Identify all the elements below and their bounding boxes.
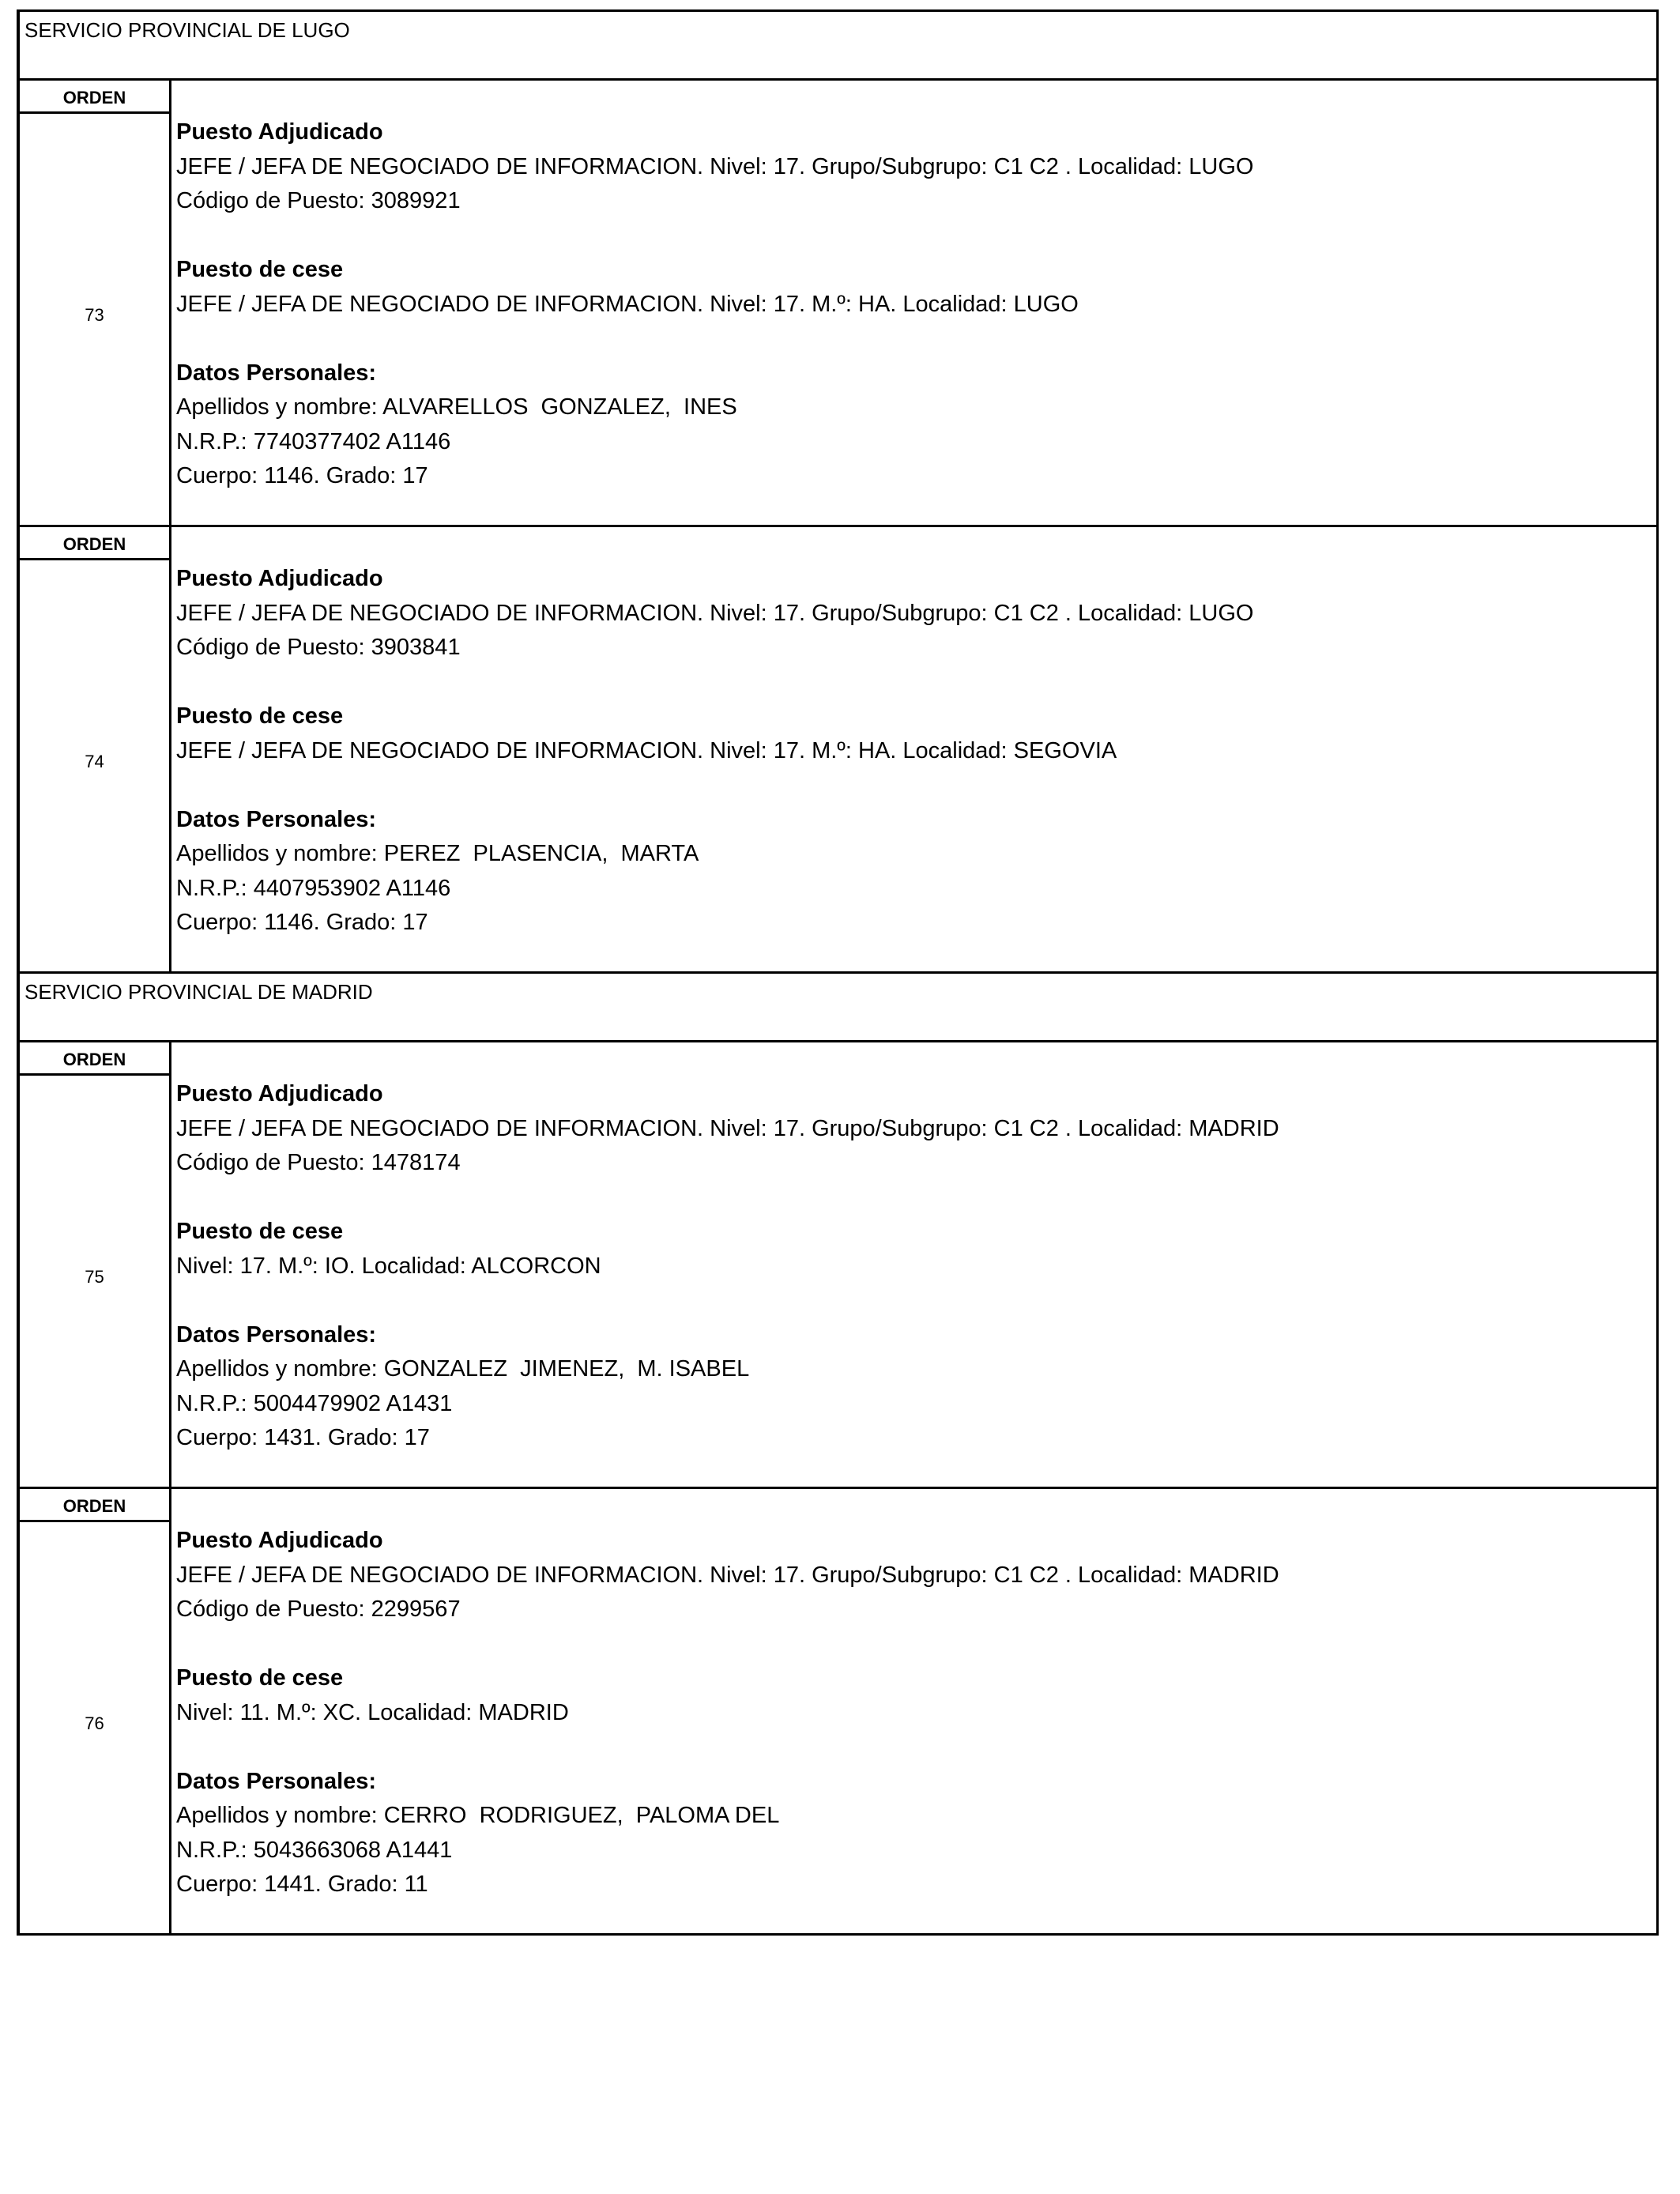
entry-row — [20, 527, 1656, 974]
puesto-cese-text: JEFE / JEFA DE NEGOCIADO DE INFORMACION. Nivel: 17. M.º: HA. Localidad: LUGO — [176, 291, 1079, 317]
section-header-madrid: SERVICIO PROVINCIAL DE MADRID — [20, 974, 1656, 1042]
puesto-adjudicado-text: JEFE / JEFA DE NEGOCIADO DE INFORMACION. Nivel: 17. Grupo/Subgrupo: C1 C2 . Localidad: MADRID — [176, 1115, 1279, 1141]
section-header-lugo: SERVICIO PROVINCIAL DE LUGO — [20, 12, 1656, 81]
datos-personales-heading: Datos Personales: — [176, 1321, 377, 1348]
orden-label: ORDEN — [20, 1042, 169, 1076]
nrp: N.R.P.: 5043663068 A1441 — [176, 1837, 453, 1863]
apellidos-nombre: Apellidos y nombre: GONZALEZ JIMENEZ, M. ISABEL — [176, 1356, 750, 1382]
cuerpo-grado: Cuerpo: 1146. Grado: 17 — [176, 463, 428, 488]
entry-details — [171, 527, 1656, 971]
orden-column — [20, 1489, 171, 1933]
puesto-cese-heading: Puesto de cese — [176, 1219, 344, 1244]
entry-row — [20, 1042, 1656, 1489]
orden-number: 74 — [85, 752, 104, 771]
apellidos-nombre: Apellidos y nombre: PEREZ PLASENCIA, MARTA — [176, 841, 699, 866]
puesto-adjudicado-text: JEFE / JEFA DE NEGOCIADO DE INFORMACION. Nivel: 17. Grupo/Subgrupo: C1 C2 . Localidad: MADRID — [176, 1562, 1279, 1588]
puesto-cese-heading: Puesto de cese — [176, 703, 344, 729]
orden-column — [20, 527, 171, 971]
datos-personales-heading: Datos Personales: — [176, 806, 377, 832]
datos-personales-heading: Datos Personales: — [176, 1768, 377, 1794]
apellidos-nombre: Apellidos y nombre: ALVARELLOS GONZALEZ, INES — [176, 394, 737, 420]
orden-column — [20, 1042, 171, 1487]
puesto-cese-text: Nivel: 17. M.º: IO. Localidad: ALCORCON — [176, 1253, 601, 1279]
puesto-cese-heading: Puesto de cese — [176, 257, 344, 282]
codigo-puesto: Código de Puesto: 3903841 — [176, 635, 461, 660]
cuerpo-grado: Cuerpo: 1441. Grado: 11 — [176, 1872, 428, 1897]
entry-row — [20, 81, 1656, 527]
cuerpo-grado: Cuerpo: 1431. Grado: 17 — [176, 1425, 430, 1450]
codigo-puesto: Código de Puesto: 2299567 — [176, 1596, 461, 1622]
puesto-adjudicado-heading: Puesto Adjudicado — [176, 566, 383, 591]
apellidos-nombre: Apellidos y nombre: CERRO RODRIGUEZ, PALOMA DEL — [176, 1803, 780, 1828]
datos-personales-heading: Datos Personales: — [176, 360, 377, 386]
puesto-adjudicado-heading: Puesto Adjudicado — [176, 1081, 383, 1106]
entry-details — [171, 81, 1656, 525]
nrp: N.R.P.: 7740377402 A1146 — [176, 428, 451, 454]
orden-number: 75 — [85, 1267, 104, 1287]
puesto-cese-text: Nivel: 11. M.º: XC. Localidad: MADRID — [176, 1699, 569, 1725]
orden-label: ORDEN — [20, 81, 169, 114]
entry-details — [171, 1489, 1656, 1933]
orden-label: ORDEN — [20, 527, 169, 560]
resolution-table — [17, 9, 1659, 1936]
codigo-puesto: Código de Puesto: 3089921 — [176, 188, 461, 213]
orden-number: 73 — [85, 305, 104, 325]
codigo-puesto: Código de Puesto: 1478174 — [176, 1150, 461, 1175]
puesto-adjudicado-heading: Puesto Adjudicado — [176, 119, 383, 145]
entry-details — [171, 1042, 1656, 1487]
puesto-adjudicado-heading: Puesto Adjudicado — [176, 1528, 383, 1553]
puesto-cese-text: JEFE / JEFA DE NEGOCIADO DE INFORMACION. Nivel: 17. M.º: HA. Localidad: SEGOVIA — [176, 737, 1117, 763]
orden-number: 76 — [85, 1713, 104, 1733]
puesto-adjudicado-text: JEFE / JEFA DE NEGOCIADO DE INFORMACION. Nivel: 17. Grupo/Subgrupo: C1 C2 . Localidad: LUGO — [176, 600, 1254, 626]
orden-column — [20, 81, 171, 525]
orden-label: ORDEN — [20, 1489, 169, 1522]
entry-row — [20, 1489, 1656, 1936]
puesto-adjudicado-text: JEFE / JEFA DE NEGOCIADO DE INFORMACION. Nivel: 17. Grupo/Subgrupo: C1 C2 . Localidad: LUGO — [176, 153, 1254, 179]
puesto-cese-heading: Puesto de cese — [176, 1665, 344, 1691]
nrp: N.R.P.: 4407953902 A1146 — [176, 875, 451, 901]
cuerpo-grado: Cuerpo: 1146. Grado: 17 — [176, 910, 428, 935]
nrp: N.R.P.: 5004479902 A1431 — [176, 1390, 453, 1416]
